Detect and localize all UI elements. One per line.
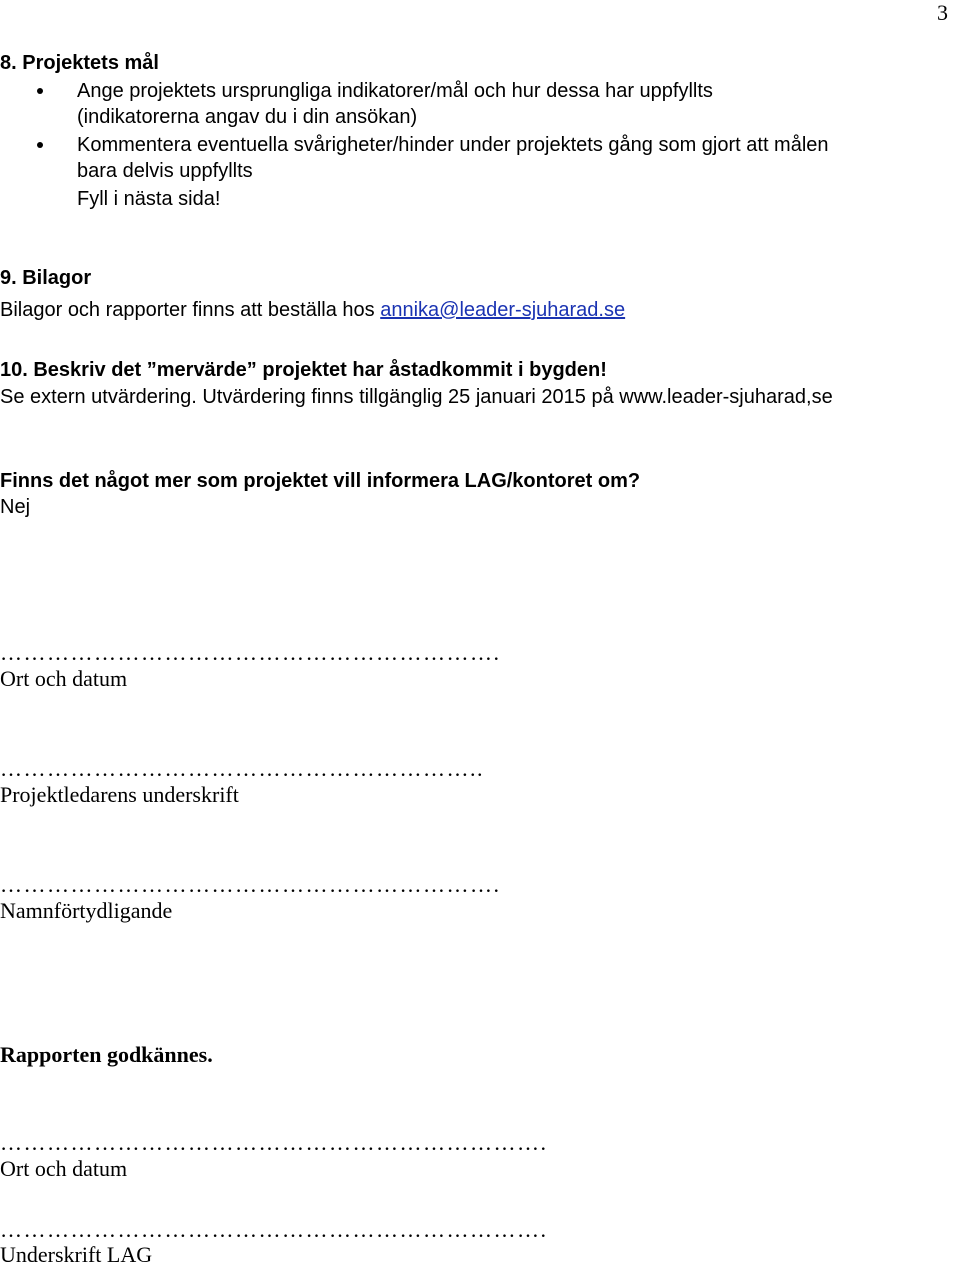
more-info-question: Finns det något mer som projektet vill informera LAG/kontoret om? xyxy=(0,470,641,492)
section8-bullets xyxy=(0,78,960,184)
section10-line1: Se extern utvärdering. xyxy=(0,386,197,408)
approval-line: ……………………………………………………………. xyxy=(0,1217,548,1242)
more-info-answer: Nej xyxy=(0,496,31,518)
section8-heading: 8. Projektets mål xyxy=(0,52,159,74)
section8-note: Fyll i nästa sida! xyxy=(77,188,221,210)
section9-text-line xyxy=(0,297,625,323)
approval-heading: Rapporten godkännes. xyxy=(0,1042,213,1067)
signature-line: ………………………………………………………. xyxy=(0,640,501,665)
signature-label: Projektledarens underskrift xyxy=(0,782,239,807)
section9-heading: 9. Bilagor xyxy=(0,267,92,289)
bullet-line: (indikatorerna angav du i din ansökan) xyxy=(77,106,418,128)
section10-heading: 10. Beskriv det ”mervärde” projektet har åstadkommit i bygden! xyxy=(0,359,607,381)
bullet-item xyxy=(0,132,960,184)
section10-line2: Utvärdering finns tillgänglig 25 januari 2015 på www.leader-sjuharad,se xyxy=(196,386,833,408)
bullet-line: bara delvis uppfyllts xyxy=(77,160,253,182)
bullet-line: Kommentera eventuella svårigheter/hinder under projektets gång som gjort att målen xyxy=(77,134,829,156)
signature-line: …………………………………………………….. xyxy=(0,756,484,781)
bullet-item xyxy=(0,78,960,130)
approval-line: ……………………………………………………………. xyxy=(0,1130,548,1155)
bullet-dot-icon xyxy=(37,142,43,148)
signature-label: Namnförtydligande xyxy=(0,898,173,923)
page-number: 3 xyxy=(937,0,948,25)
email-link[interactable]: annika@leader-sjuharad.se xyxy=(380,299,626,321)
signature-label: Ort och datum xyxy=(0,666,128,691)
signature-line: ………………………………………………………. xyxy=(0,872,501,897)
approval-label: Underskrift LAG xyxy=(0,1242,153,1267)
approval-label: Ort och datum xyxy=(0,1156,128,1181)
section9-text: Bilagor och rapporter finns att beställa hos xyxy=(0,299,381,321)
section10-text xyxy=(0,384,833,410)
bullet-dot-icon xyxy=(37,88,43,94)
bullet-line: Ange projektets ursprungliga indikatorer/mål och hur dessa har uppfyllts xyxy=(77,80,713,102)
